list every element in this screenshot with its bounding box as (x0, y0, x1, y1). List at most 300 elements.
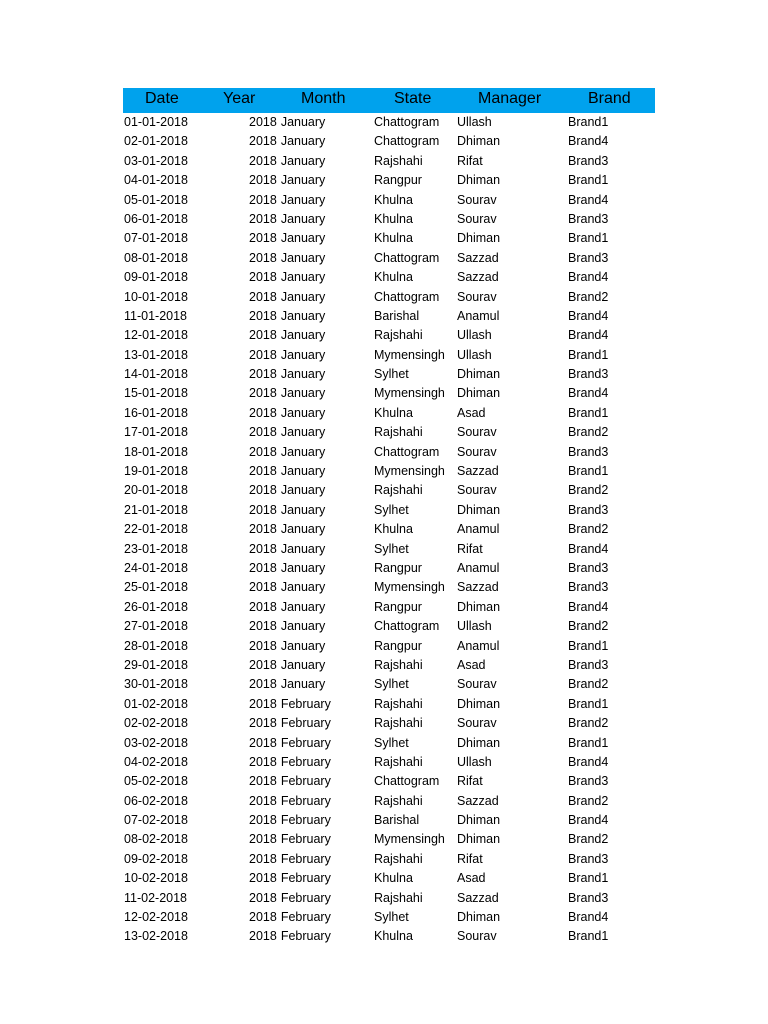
cell-date: 15-01-2018 (124, 386, 188, 401)
cell-date: 03-01-2018 (124, 153, 188, 168)
cell-year-value: 2018 (249, 793, 277, 808)
table-row (123, 346, 655, 365)
cell-manager: Sazzad (457, 250, 499, 265)
cell-year (249, 346, 325, 365)
cell-month: February (280, 696, 331, 711)
cell-month: February (280, 735, 331, 750)
cell-year (249, 365, 325, 384)
cell-brand: Brand3 (568, 250, 609, 265)
cell-month: January (280, 560, 326, 575)
cell-date: 18-01-2018 (124, 444, 188, 459)
cell-month: January (280, 367, 326, 382)
table-row (123, 229, 655, 248)
cell-state: Rangpur (374, 638, 422, 653)
cell-year (249, 656, 325, 675)
cell-state: Rajshahi (374, 425, 423, 440)
cell-date: 30-01-2018 (124, 677, 188, 692)
cell-year-value: 2018 (249, 638, 277, 653)
cell-year-value: 2018 (249, 541, 277, 556)
table-row (123, 792, 655, 811)
cell-state: Rajshahi (374, 754, 423, 769)
cell-state: Mymensingh (374, 464, 445, 479)
cell-state: Chattogram (374, 774, 440, 789)
sales-table (123, 88, 655, 947)
table-row (123, 268, 655, 287)
cell-state: Khulna (374, 871, 413, 886)
cell-manager: Rifat (457, 851, 483, 866)
cell-date: 08-02-2018 (124, 832, 188, 847)
table-row (123, 191, 655, 210)
cell-year-value: 2018 (249, 735, 277, 750)
table-row (123, 811, 655, 830)
cell-year-value: 2018 (249, 522, 277, 537)
cell-year-value: 2018 (249, 502, 277, 517)
cell-year-value: 2018 (249, 890, 277, 905)
table-row (123, 540, 655, 559)
cell-month: February (280, 793, 331, 808)
table-row (123, 656, 655, 675)
table-row (123, 307, 655, 326)
cell-month: January (280, 153, 326, 168)
cell-state: Rangpur (374, 560, 422, 575)
header-manager: Manager (478, 90, 542, 107)
cell-date: 09-01-2018 (124, 270, 188, 285)
cell-manager: Ullash (457, 115, 492, 129)
cell-state: Khulna (374, 270, 413, 285)
cell-month: January (280, 502, 326, 517)
cell-state: Khulna (374, 522, 413, 537)
cell-brand: Brand2 (568, 677, 609, 692)
cell-year-value: 2018 (249, 851, 277, 866)
cell-year-value: 2018 (249, 716, 277, 731)
cell-year (249, 501, 325, 520)
cell-year (249, 811, 331, 830)
cell-brand: Brand2 (568, 716, 609, 731)
cell-year (249, 268, 325, 287)
cell-year (249, 830, 331, 849)
cell-year-value: 2018 (249, 425, 277, 440)
cell-state: Rajshahi (374, 793, 423, 808)
cell-manager: Sourav (457, 289, 497, 304)
header-year: Year (223, 90, 256, 107)
cell-brand: Brand1 (568, 347, 609, 362)
cell-brand: Brand3 (568, 580, 609, 595)
table-row (123, 617, 655, 636)
cell-state: Sylhet (374, 541, 409, 556)
cell-brand: Brand2 (568, 832, 609, 847)
cell-manager: Dhiman (457, 173, 501, 188)
table-row (123, 113, 655, 132)
cell-year (249, 443, 325, 462)
cell-state: Rajshahi (374, 851, 423, 866)
cell-month: February (280, 754, 331, 769)
cell-year-value: 2018 (249, 153, 277, 168)
cell-year-value: 2018 (249, 599, 277, 614)
table-row (123, 637, 655, 656)
cell-state: Rajshahi (374, 716, 423, 731)
cell-manager: Sazzad (457, 464, 499, 479)
cell-year-value: 2018 (249, 560, 277, 575)
cell-year-value: 2018 (249, 347, 277, 362)
table-row (123, 772, 655, 791)
cell-year-value: 2018 (249, 813, 277, 828)
cell-state: Khulna (374, 929, 413, 944)
cell-month: February (280, 871, 331, 886)
table-row (123, 714, 655, 733)
cell-manager: Ullash (457, 619, 492, 634)
cell-brand: Brand4 (568, 754, 609, 769)
cell-month: January (280, 308, 326, 323)
cell-manager: Sourav (457, 483, 497, 498)
cell-month: January (280, 347, 326, 362)
cell-year (249, 617, 325, 636)
table-row (123, 559, 655, 578)
cell-manager: Dhiman (457, 502, 501, 517)
table-row (123, 210, 655, 229)
cell-year-value: 2018 (249, 929, 277, 944)
cell-year (249, 404, 325, 423)
cell-date: 13-01-2018 (124, 347, 188, 362)
cell-month: February (280, 774, 331, 789)
table-row (123, 326, 655, 345)
cell-year-value: 2018 (249, 386, 277, 401)
cell-brand: Brand4 (568, 308, 609, 323)
cell-year (249, 869, 331, 888)
table-row (123, 152, 655, 171)
cell-date: 01-01-2018 (124, 115, 188, 129)
cell-manager: Sazzad (457, 793, 499, 808)
cell-year (249, 850, 331, 869)
cell-year-value: 2018 (249, 580, 277, 595)
table-header (123, 88, 655, 113)
cell-date: 27-01-2018 (124, 619, 188, 634)
cell-month: January (280, 657, 326, 672)
cell-brand: Brand3 (568, 851, 609, 866)
cell-manager: Asad (457, 871, 486, 886)
cell-month: January (280, 599, 326, 614)
cell-brand: Brand1 (568, 231, 609, 246)
cell-state: Chattogram (374, 250, 440, 265)
cell-month: January (280, 580, 326, 595)
table-row (123, 869, 655, 888)
cell-manager: Dhiman (457, 910, 501, 925)
cell-manager: Dhiman (457, 386, 501, 401)
cell-month: February (280, 890, 331, 905)
cell-year-value: 2018 (249, 211, 277, 226)
table-row (123, 520, 655, 539)
cell-date: 05-02-2018 (124, 774, 188, 789)
cell-state: Sylhet (374, 502, 409, 517)
cell-year (249, 695, 331, 714)
cell-year (249, 908, 331, 927)
cell-state: Rangpur (374, 599, 422, 614)
cell-year (249, 753, 331, 772)
cell-manager: Ullash (457, 328, 492, 343)
cell-brand: Brand2 (568, 425, 609, 440)
cell-month: January (280, 638, 326, 653)
cell-year (249, 927, 331, 946)
cell-manager: Sazzad (457, 270, 499, 285)
cell-month: January (280, 115, 326, 129)
cell-state: Rajshahi (374, 696, 423, 711)
cell-brand: Brand1 (568, 464, 609, 479)
table-row (123, 675, 655, 694)
cell-year-value: 2018 (249, 289, 277, 304)
cell-brand: Brand3 (568, 890, 609, 905)
cell-state: Sylhet (374, 367, 409, 382)
table-row (123, 443, 655, 462)
cell-manager: Dhiman (457, 832, 501, 847)
cell-year (249, 772, 331, 791)
header-state: State (394, 90, 432, 107)
cell-year-value: 2018 (249, 231, 277, 246)
table-row (123, 598, 655, 617)
cell-month: January (280, 328, 326, 343)
cell-month: January (280, 619, 326, 634)
cell-month: January (280, 250, 326, 265)
cell-year (249, 171, 325, 190)
header-month: Month (301, 90, 346, 107)
cell-year (249, 481, 325, 500)
cell-month: January (280, 405, 326, 420)
cell-state: Rajshahi (374, 328, 423, 343)
cell-date: 28-01-2018 (124, 638, 188, 653)
header-brand: Brand (588, 90, 631, 107)
cell-year (249, 288, 325, 307)
cell-state: Chattogram (374, 289, 440, 304)
cell-year-value: 2018 (249, 134, 277, 149)
cell-manager: Dhiman (457, 813, 501, 828)
table-row (123, 171, 655, 190)
table-row (123, 734, 655, 753)
cell-date: 02-02-2018 (124, 716, 188, 731)
cell-year-value: 2018 (249, 464, 277, 479)
cell-year (249, 152, 325, 171)
cell-year-value: 2018 (249, 774, 277, 789)
cell-state: Rajshahi (374, 890, 423, 905)
cell-state: Chattogram (374, 115, 440, 129)
cell-brand: Brand4 (568, 134, 609, 149)
cell-brand: Brand1 (568, 929, 609, 944)
cell-state: Khulna (374, 231, 413, 246)
cell-state: Mymensingh (374, 347, 445, 362)
cell-brand: Brand4 (568, 386, 609, 401)
cell-date: 04-02-2018 (124, 754, 188, 769)
cell-brand: Brand3 (568, 560, 609, 575)
cell-state: Mymensingh (374, 386, 445, 401)
table-row (123, 850, 655, 869)
cell-brand: Brand4 (568, 192, 609, 207)
cell-month: February (280, 832, 331, 847)
cell-month: January (280, 173, 326, 188)
cell-date: 25-01-2018 (124, 580, 188, 595)
cell-date: 04-01-2018 (124, 173, 188, 188)
cell-month: January (280, 541, 326, 556)
cell-manager: Dhiman (457, 231, 501, 246)
cell-date: 07-02-2018 (124, 813, 188, 828)
cell-year (249, 675, 325, 694)
cell-date: 24-01-2018 (124, 560, 188, 575)
cell-date: 17-01-2018 (124, 425, 188, 440)
cell-month: January (280, 483, 326, 498)
cell-date: 10-01-2018 (124, 289, 188, 304)
cell-date: 09-02-2018 (124, 851, 188, 866)
cell-month: January (280, 386, 326, 401)
cell-date: 12-01-2018 (124, 328, 188, 343)
cell-date: 14-01-2018 (124, 367, 188, 382)
cell-manager: Anamul (457, 560, 500, 575)
table-body (123, 113, 655, 947)
cell-year-value: 2018 (249, 328, 277, 343)
cell-brand: Brand3 (568, 774, 609, 789)
cell-manager: Sourav (457, 716, 497, 731)
table-row (123, 753, 655, 772)
cell-year-value: 2018 (249, 405, 277, 420)
cell-brand: Brand4 (568, 270, 609, 285)
cell-date: 16-01-2018 (124, 405, 188, 420)
cell-state: Rajshahi (374, 657, 423, 672)
cell-year-value: 2018 (249, 754, 277, 769)
table-row (123, 481, 655, 500)
cell-year (249, 113, 325, 132)
cell-state: Chattogram (374, 134, 440, 149)
cell-state: Barishal (374, 308, 420, 323)
cell-date: 22-01-2018 (124, 522, 188, 537)
cell-year-value: 2018 (249, 115, 277, 129)
cell-state: Rangpur (374, 173, 422, 188)
cell-month: February (280, 929, 331, 944)
table-row (123, 908, 655, 927)
cell-manager: Dhiman (457, 735, 501, 750)
cell-year (249, 307, 325, 326)
cell-year-value: 2018 (249, 483, 277, 498)
table-row (123, 501, 655, 520)
cell-month: February (280, 851, 331, 866)
cell-brand: Brand2 (568, 483, 609, 498)
cell-manager: Sourav (457, 677, 497, 692)
cell-brand: Brand4 (568, 910, 609, 925)
cell-brand: Brand1 (568, 735, 609, 750)
cell-date: 06-01-2018 (124, 211, 188, 226)
cell-month: February (280, 716, 331, 731)
table-row (123, 132, 655, 151)
cell-year-value: 2018 (249, 619, 277, 634)
table-row (123, 384, 655, 403)
cell-brand: Brand3 (568, 153, 609, 168)
cell-date: 12-02-2018 (124, 910, 188, 925)
cell-year (249, 637, 325, 656)
cell-year (249, 462, 325, 481)
cell-year (249, 578, 325, 597)
cell-date: 10-02-2018 (124, 871, 188, 886)
cell-month: January (280, 231, 326, 246)
cell-brand: Brand1 (568, 405, 609, 420)
cell-month: January (280, 270, 326, 285)
cell-brand: Brand3 (568, 657, 609, 672)
cell-state: Barishal (374, 813, 420, 828)
cell-brand: Brand3 (568, 444, 609, 459)
cell-state: Mymensingh (374, 580, 445, 595)
table-row (123, 423, 655, 442)
cell-state: Khulna (374, 192, 413, 207)
cell-year (249, 540, 325, 559)
cell-date: 26-01-2018 (124, 599, 188, 614)
cell-month: January (280, 192, 326, 207)
cell-date: 05-01-2018 (124, 192, 188, 207)
cell-state: Khulna (374, 405, 413, 420)
cell-year-value: 2018 (249, 367, 277, 382)
cell-date: 21-01-2018 (124, 502, 188, 517)
cell-year-value: 2018 (249, 192, 277, 207)
cell-month: January (280, 522, 326, 537)
cell-date: 20-01-2018 (124, 483, 188, 498)
cell-date: 29-01-2018 (124, 657, 188, 672)
cell-brand: Brand2 (568, 619, 609, 634)
cell-state: Chattogram (374, 444, 440, 459)
cell-year (249, 559, 325, 578)
cell-manager: Dhiman (457, 599, 501, 614)
cell-year-value: 2018 (249, 270, 277, 285)
cell-manager: Asad (457, 405, 486, 420)
cell-year-value: 2018 (249, 250, 277, 265)
cell-month: January (280, 464, 326, 479)
cell-year-value: 2018 (249, 832, 277, 847)
cell-date: 06-02-2018 (124, 793, 188, 808)
cell-manager: Rifat (457, 153, 483, 168)
cell-month: February (280, 910, 331, 925)
cell-year-value: 2018 (249, 910, 277, 925)
table-row (123, 404, 655, 423)
cell-year (249, 889, 331, 908)
table-row (123, 578, 655, 597)
table-row (123, 288, 655, 307)
cell-manager: Dhiman (457, 696, 501, 711)
cell-date: 02-01-2018 (124, 134, 188, 149)
cell-state: Khulna (374, 211, 413, 226)
cell-brand: Brand3 (568, 502, 609, 517)
cell-year (249, 191, 325, 210)
cell-manager: Sazzad (457, 580, 499, 595)
cell-date: 03-02-2018 (124, 735, 188, 750)
cell-state: Rajshahi (374, 483, 423, 498)
table-row (123, 927, 655, 946)
table-row (123, 462, 655, 481)
cell-year (249, 598, 325, 617)
cell-brand: Brand1 (568, 638, 609, 653)
cell-brand: Brand1 (568, 115, 609, 129)
cell-manager: Dhiman (457, 134, 501, 149)
cell-manager: Anamul (457, 522, 500, 537)
table-row (123, 249, 655, 268)
cell-year (249, 229, 325, 248)
cell-brand: Brand4 (568, 541, 609, 556)
cell-manager: Ullash (457, 754, 492, 769)
cell-manager: Sourav (457, 192, 497, 207)
table-row (123, 365, 655, 384)
cell-manager: Sourav (457, 425, 497, 440)
cell-year-value: 2018 (249, 173, 277, 188)
cell-manager: Asad (457, 657, 486, 672)
cell-date: 23-01-2018 (124, 541, 188, 556)
cell-state: Sylhet (374, 735, 409, 750)
cell-manager: Anamul (457, 308, 500, 323)
cell-date: 01-02-2018 (124, 696, 188, 711)
cell-brand: Brand4 (568, 813, 609, 828)
cell-year (249, 423, 325, 442)
cell-month: January (280, 444, 326, 459)
cell-brand: Brand1 (568, 696, 609, 711)
cell-brand: Brand2 (568, 289, 609, 304)
